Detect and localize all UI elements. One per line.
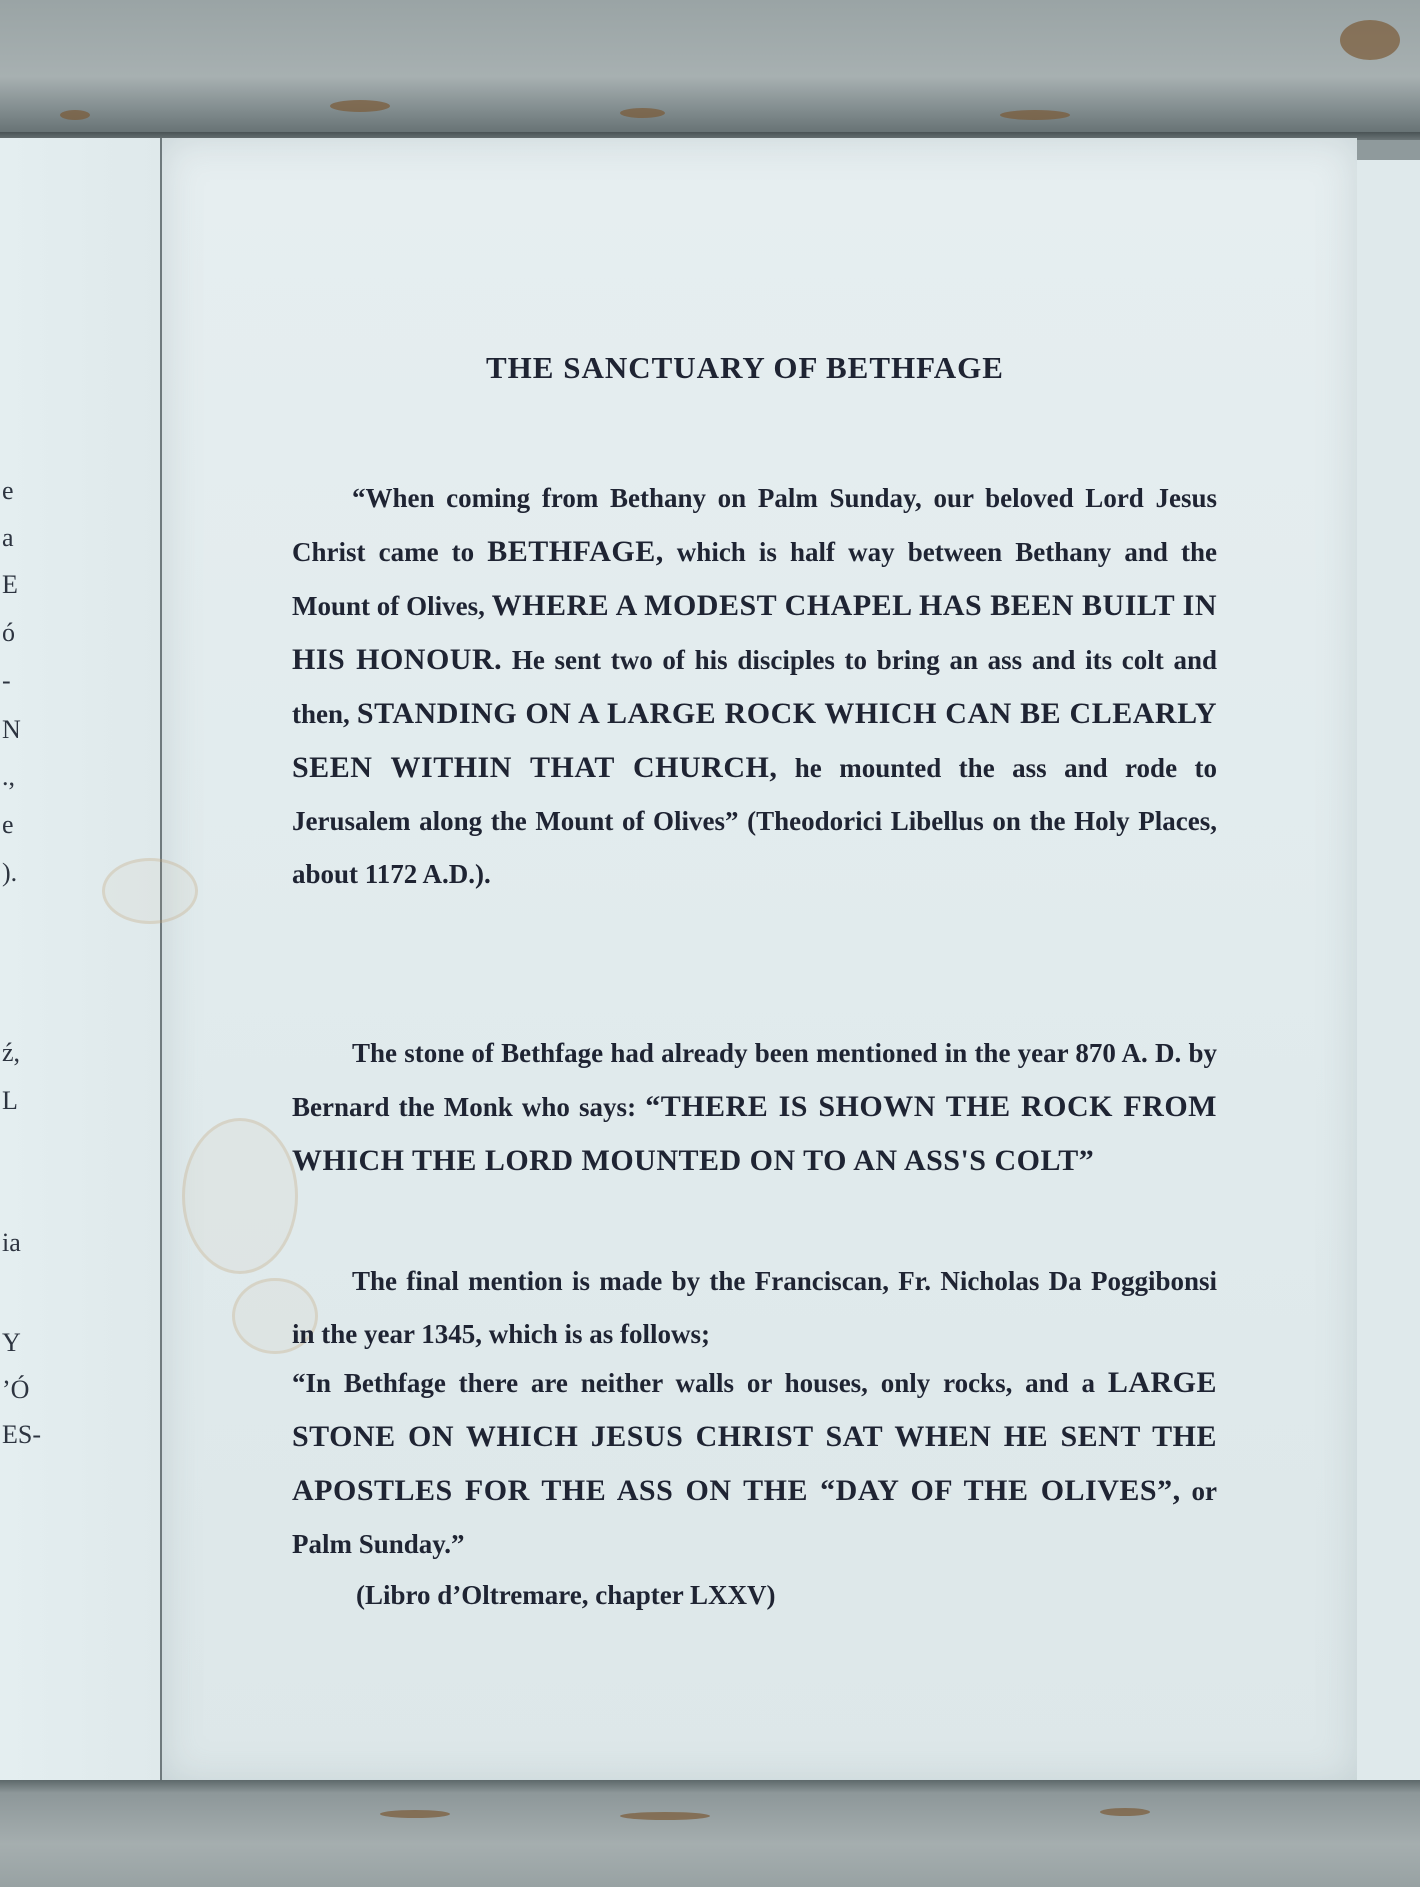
paragraph-quote [292,1356,1217,1571]
text-run: The final mention is made by the Franciscan, Fr. Nicholas Da Poggibonsi in the year 1345, which is as follows; [292,1266,1217,1349]
rust-spot [1000,110,1070,120]
left-fragment: Y [2,1328,21,1357]
rust-spot [380,1810,450,1818]
rust-spot [1100,1808,1150,1816]
rust-spot [60,110,90,120]
caps-run: “THERE IS SHOWN THE ROCK FROM WHICH THE LORD MOUNTED ON TO AN ASS'S COLT” [292,1090,1217,1177]
paragraph-poggibonsi [292,1255,1217,1361]
left-fragment: ). [2,858,18,887]
water-stain [102,858,198,924]
text-run: he mounted the ass and rode to Jerusalem along the Mount of Olives” (Theodorici Libellus on the Holy Places, about 1172 A.D.). [292,753,1217,889]
frame-top [0,0,1420,140]
text-run: “In Bethfage there are neither walls or houses, only rocks, and a [292,1368,1108,1398]
left-fragment: ó [2,618,15,647]
document-title: THE SANCTUARY OF BETHFAGE [486,350,1004,385]
caps-run: LARGE STONE ON WHICH JESUS CHRIST SAT WHEN HE SENT THE APOSTLES FOR THE ASS ON THE “DAY OF THE OLIVES”, [292,1366,1217,1507]
left-fragment: e [2,476,14,505]
citation: (Libro d’Oltremare, chapter LXXV) [356,1580,776,1610]
left-fragment: - [2,666,11,695]
left-fragment: L [2,1086,18,1115]
left-fragment: ia [2,1228,21,1257]
left-fragment: ES- [2,1420,41,1449]
caps-run: STANDING ON A LARGE ROCK WHICH CAN BE CLEARLY SEEN WITHIN THAT CHURCH, [292,697,1217,784]
text-run: which is half way between Bethany and the Mount of Olives, [292,537,1218,621]
left-fragment: e [2,810,14,839]
left-fragment: ’Ó [2,1375,30,1404]
left-fragment: ź, [2,1038,21,1067]
frame-bottom [0,1780,1420,1887]
adjacent-sheet-right [1355,160,1420,1780]
left-fragment: E [2,570,18,599]
text-run: He sent two of his disciples to bring an ass and its colt and then, [292,645,1218,729]
left-fragment: N [2,715,21,744]
paragraph-bernard [292,1027,1217,1188]
rust-spot [620,1812,710,1820]
water-stain [182,1118,298,1274]
left-fragment: a [2,523,14,552]
rust-spot [1340,20,1400,60]
text-run: or Palm Sunday.” [292,1476,1218,1559]
adjacent-sheet-left [0,138,162,1783]
rust-spot [620,108,665,118]
left-fragment: ., [2,762,15,791]
caps-run: BETHFAGE, [487,535,664,568]
caps-run: WHERE A MODEST CHAPEL HAS BEEN BUILT IN HIS HONOUR. [292,589,1218,676]
rust-spot [330,100,390,112]
text-run: The stone of Bethfage had already been mentioned in the year 870 A. D. by Bernard the Monk who says: [292,1038,1217,1122]
text-run: “When coming from Bethany on Palm Sunday, our beloved Lord Jesus Christ came to [292,483,1217,567]
paragraph-theodorici [292,472,1217,901]
